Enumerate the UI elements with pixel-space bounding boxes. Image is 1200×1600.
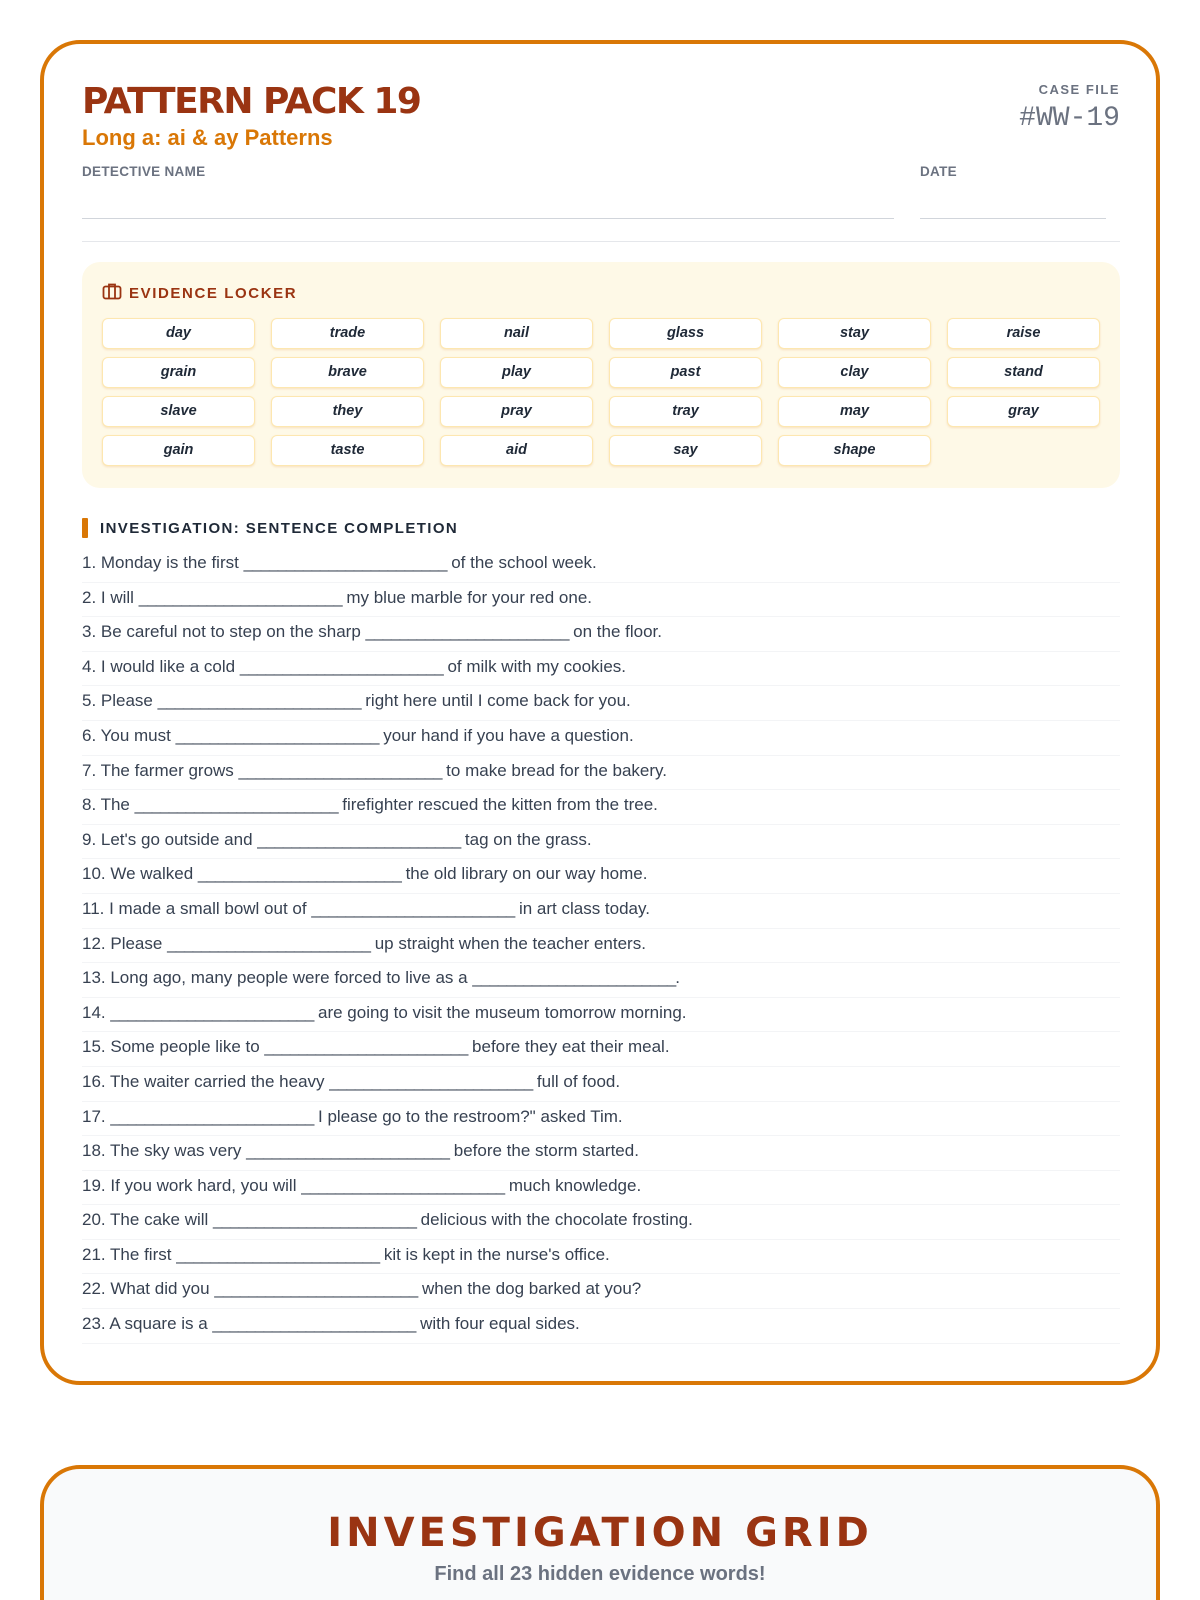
question-text-before: 12. Please [82, 933, 168, 953]
page-subtitle: Long a: ai & ay Patterns [82, 125, 333, 150]
question-text-before: 14. [82, 1002, 111, 1022]
answer-blank[interactable]: ________________________ [167, 933, 370, 953]
question-text-before: 8. The [82, 795, 135, 815]
date-field [920, 164, 1106, 219]
question-text-after: full of food. [532, 1071, 621, 1091]
word-chip: stand [947, 357, 1100, 388]
word-chip: shape [778, 435, 931, 466]
answer-blank[interactable]: ________________________ [138, 587, 342, 607]
question-text-before: 13. Long ago, many people were forced to live as a [82, 968, 473, 988]
student-fields [82, 164, 1120, 219]
question-text-before: 6. You must [82, 725, 176, 745]
detective-name-input[interactable] [82, 179, 894, 219]
question-row [82, 1274, 1120, 1309]
case-file-number: #WW-19 [1019, 103, 1120, 134]
answer-blank[interactable]: ________________________ [175, 725, 379, 745]
question-text-before: 17. [82, 1106, 111, 1126]
question-row [82, 686, 1120, 721]
question-text-before: 16. The waiter carried the heavy [82, 1071, 330, 1091]
question-text-after: I please go to the restroom?" asked Tim. [313, 1106, 623, 1126]
question-row [82, 1171, 1120, 1206]
answer-blank[interactable]: ________________________ [257, 829, 461, 849]
question-text-before: 11. I made a small bowl out of [82, 898, 312, 918]
word-chip: gain [102, 435, 255, 466]
question-row [82, 894, 1120, 929]
evidence-locker [82, 262, 1120, 488]
answer-blank[interactable]: ________________________ [365, 622, 569, 642]
question-text-before: 4. I would like a cold [82, 656, 240, 676]
word-chip: brave [271, 357, 424, 388]
answer-blank[interactable]: ________________________ [238, 760, 442, 780]
header-divider [82, 241, 1120, 242]
question-text-after: are going to visit the museum tomorrow morning. [313, 1002, 687, 1022]
question-row [82, 548, 1120, 583]
grid-title: INVESTIGATION GRID [327, 1510, 873, 1556]
answer-blank[interactable]: ________________________ [264, 1037, 468, 1057]
word-chip: aid [440, 435, 593, 466]
case-file [1019, 82, 1120, 134]
worksheet-header [82, 80, 1120, 168]
case-file-label: CASE FILE [1038, 82, 1120, 97]
question-text-after: your hand if you have a question. [378, 725, 634, 745]
answer-blank[interactable]: ________________________ [311, 898, 515, 918]
worksheet-card [40, 40, 1160, 1385]
question-text-before: 1. Monday is the first [82, 553, 244, 572]
question-text-before: 20. The cake will [82, 1210, 214, 1230]
question-text-after: on the floor. [568, 622, 663, 642]
question-text-after: delicious with the chocolate frosting. [415, 1210, 693, 1230]
question-text-after: much knowledge. [504, 1175, 642, 1195]
question-list [82, 548, 1120, 1344]
detective-name-field [82, 164, 894, 219]
question-text-after: the old library on our way home. [400, 864, 648, 884]
question-text-before: 21. The first [82, 1244, 177, 1264]
word-chip: glass [609, 318, 762, 349]
section-accent-bar [82, 518, 88, 538]
question-text-before: 10. We walked [82, 864, 198, 884]
answer-blank[interactable]: ________________________ [213, 1210, 416, 1230]
question-row [82, 721, 1120, 756]
question-text-after: before the storm started. [449, 1141, 639, 1161]
word-chip: day [102, 318, 255, 349]
briefcase-icon [102, 282, 122, 305]
answer-blank[interactable]: ________________________ [214, 1279, 418, 1299]
question-row [82, 790, 1120, 825]
word-chip: gray [947, 396, 1100, 427]
question-row [82, 756, 1120, 791]
question-text-after: to make bread for the bakery. [441, 760, 667, 780]
word-chip: say [609, 435, 762, 466]
question-text-before: 7. The farmer grows [82, 760, 239, 780]
question-text-after: with four equal sides. [415, 1314, 580, 1334]
question-row [82, 583, 1120, 618]
question-text-after: firefighter rescued the kitten from the tree. [337, 795, 658, 815]
word-chip: play [440, 357, 593, 388]
answer-blank[interactable]: ________________________ [243, 553, 447, 572]
question-text-after: of milk with my cookies. [442, 656, 626, 676]
question-text-before: 9. Let's go outside and [82, 829, 258, 849]
question-text-after: in art class today. [514, 898, 650, 918]
answer-blank[interactable]: ________________________ [301, 1175, 505, 1195]
answer-blank[interactable]: ________________________ [110, 1002, 314, 1022]
question-row [82, 1102, 1120, 1137]
answer-blank[interactable]: ________________________ [110, 1106, 314, 1126]
question-text-before: 2. I will [82, 587, 139, 607]
question-row [82, 1067, 1120, 1102]
evidence-locker-title: EVIDENCE LOCKER [129, 284, 298, 302]
question-text-before: 19. If you work hard, you will [82, 1175, 302, 1195]
word-chip: clay [778, 357, 931, 388]
detective-name-label: DETECTIVE NAME [82, 164, 206, 179]
question-text-after: kit is kept in the nurse's office. [379, 1244, 610, 1264]
question-row [82, 1136, 1120, 1171]
question-text-after: my blue marble for your red one. [341, 587, 593, 607]
question-row [82, 1309, 1120, 1344]
answer-blank[interactable]: ________________________ [134, 795, 338, 815]
word-chip: trade [271, 318, 424, 349]
word-chip: past [609, 357, 762, 388]
evidence-locker-header [102, 282, 1100, 304]
word-chip: pray [440, 396, 593, 427]
question-text-before: 5. Please [82, 691, 158, 711]
word-bank [102, 318, 1100, 466]
word-chip: tray [609, 396, 762, 427]
question-row [82, 1240, 1120, 1275]
question-text-after: up straight when the teacher enters. [369, 933, 646, 953]
word-chip: grain [102, 357, 255, 388]
word-chip: nail [440, 318, 593, 349]
question-row [82, 617, 1120, 652]
question-text-after: tag on the grass. [460, 829, 592, 849]
answer-blank[interactable]: ________________________ [176, 1244, 380, 1264]
question-row [82, 859, 1120, 894]
question-row [82, 929, 1120, 964]
question-row [82, 1205, 1120, 1240]
answer-blank[interactable]: ________________________ [329, 1071, 533, 1091]
question-text-before: 15. Some people like to [82, 1037, 265, 1057]
question-text-after: when the dog barked at you? [417, 1279, 642, 1299]
word-chip: may [778, 396, 931, 427]
word-chip: stay [778, 318, 931, 349]
investigation-title: INVESTIGATION: SENTENCE COMPLETION [100, 519, 459, 537]
question-row [82, 1032, 1120, 1067]
question-text-before: 18. The sky was very [82, 1141, 247, 1161]
question-row [82, 652, 1120, 687]
question-text-after: right here until I come back for you. [360, 691, 631, 711]
answer-blank[interactable]: ________________________ [246, 1141, 450, 1161]
question-row [82, 825, 1120, 860]
word-chip: slave [102, 396, 255, 427]
answer-blank[interactable]: ________________________ [197, 864, 401, 884]
word-chip: raise [947, 318, 1100, 349]
answer-blank[interactable]: ________________________ [212, 1314, 416, 1334]
answer-blank[interactable]: ________________________ [472, 968, 676, 988]
investigation-section-header [82, 518, 1120, 538]
page-title: PATTERN PACK 19 [82, 81, 421, 122]
question-text-before: 3. Be careful not to step on the sharp [82, 622, 366, 642]
answer-blank[interactable]: ________________________ [239, 656, 443, 676]
question-text-after: . [675, 968, 680, 988]
word-chip: they [271, 396, 424, 427]
answer-blank[interactable]: ________________________ [157, 691, 361, 711]
question-text-after: before they eat their meal. [467, 1037, 670, 1057]
question-text-before: 23. A square is a [82, 1314, 213, 1334]
grid-subtitle: Find all 23 hidden evidence words! [434, 1563, 766, 1585]
date-label: DATE [920, 164, 957, 179]
date-input[interactable] [920, 179, 1106, 219]
investigation-grid-card [40, 1465, 1160, 1600]
question-row [82, 998, 1120, 1033]
question-text-after: of the school week. [446, 553, 597, 572]
word-chip: taste [271, 435, 424, 466]
question-text-before: 22. What did you [82, 1279, 215, 1299]
question-row [82, 963, 1120, 998]
